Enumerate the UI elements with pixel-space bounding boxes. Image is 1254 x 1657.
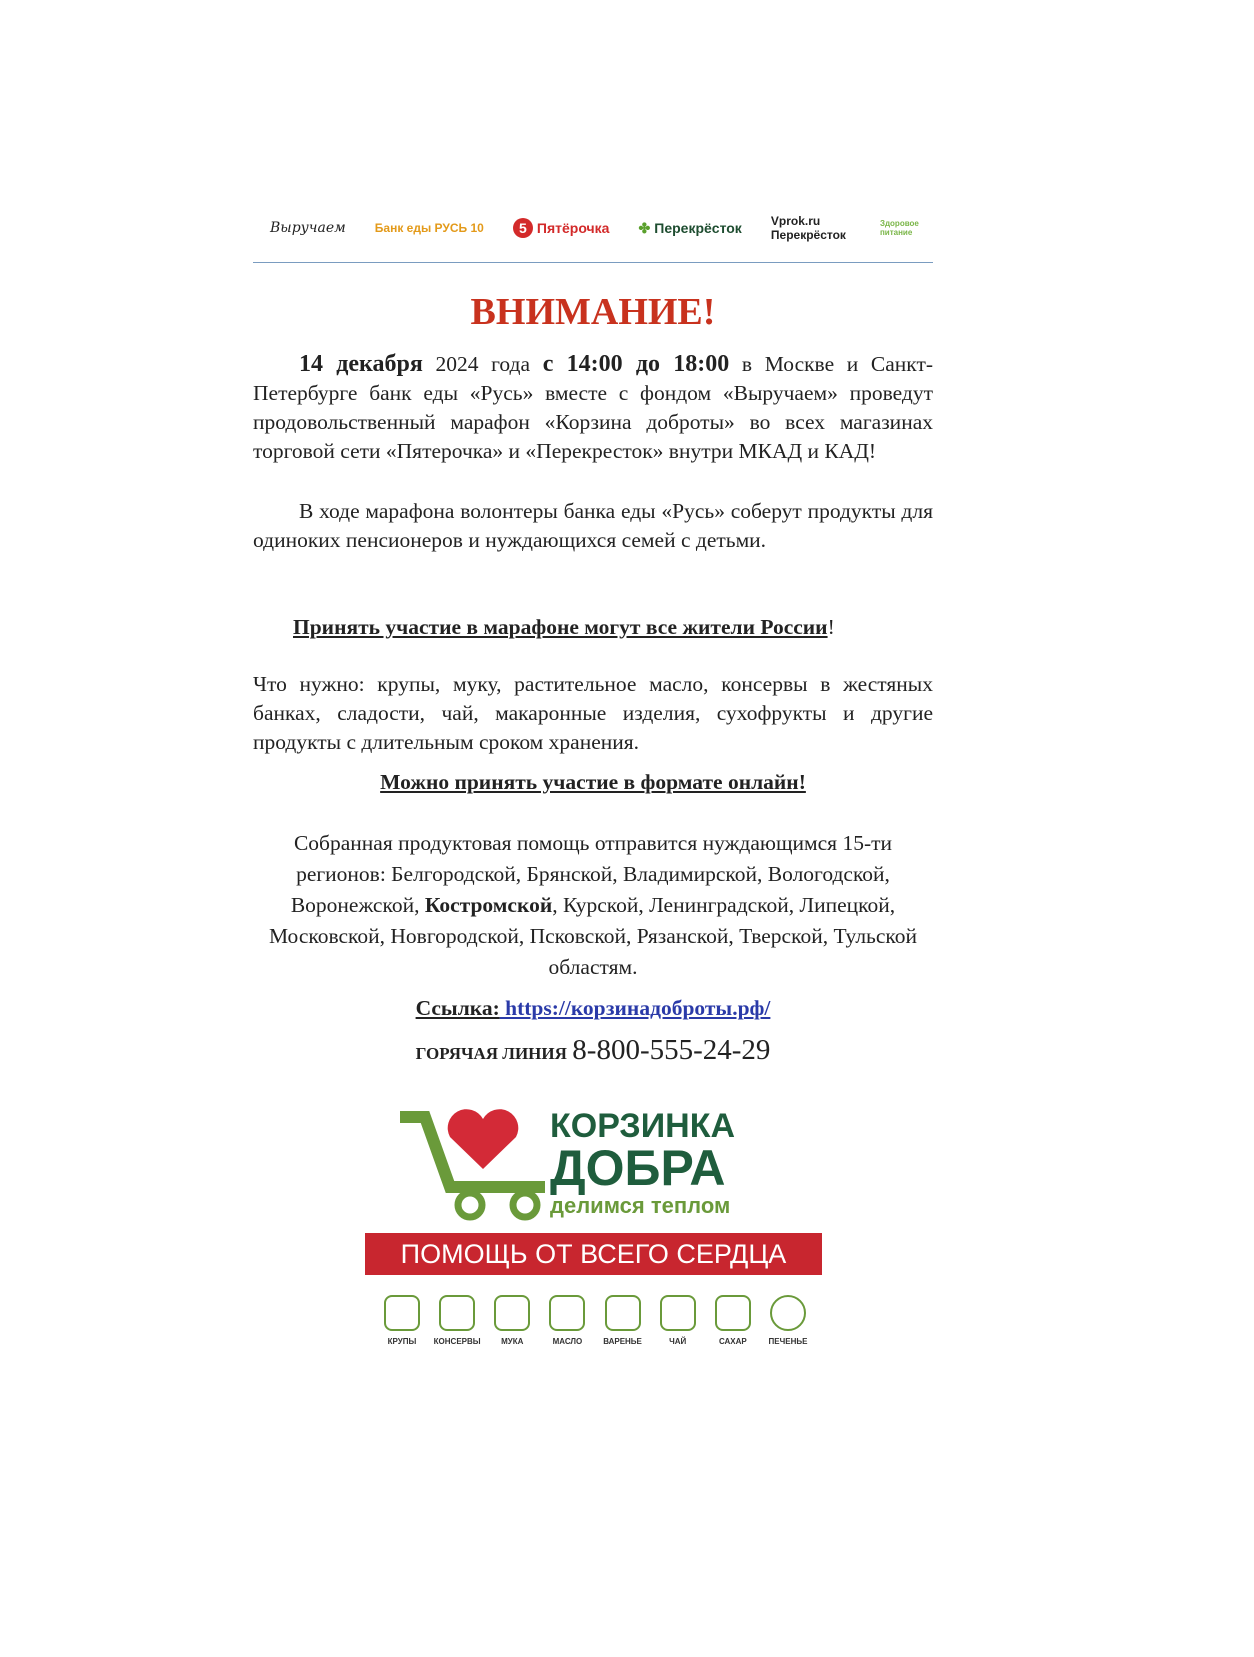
product-item bbox=[375, 1295, 429, 1346]
label: САХАР bbox=[718, 1337, 747, 1346]
logo-zdorovoe: Здоровое питание bbox=[879, 219, 919, 237]
label: КРУПЫ bbox=[387, 1337, 417, 1346]
logo-text: Перекрёсток bbox=[654, 220, 742, 236]
text: , Курской, Ленинградской, Липецкой, Московской, Новгородской, Псковской, Рязанской, Тверской, Тульской областям. bbox=[268, 893, 918, 979]
text: Принять участие в марафоне могут все жители России bbox=[293, 615, 828, 639]
wheat-icon bbox=[494, 1295, 530, 1331]
title: ВНИМАНИЕ! bbox=[470, 291, 716, 333]
logo-text: Пятёрочка bbox=[536, 220, 610, 236]
product-item bbox=[651, 1295, 705, 1346]
text: Можно принять участие в формате онлайн! bbox=[380, 770, 806, 794]
hotline-phone: 8-800-555-24-29 bbox=[572, 1034, 771, 1066]
link-label: Ссылка: bbox=[415, 996, 500, 1020]
banner-line2: ДОБРА bbox=[550, 1140, 726, 1196]
tea-cup-icon bbox=[660, 1295, 696, 1331]
logo-pyaterochka bbox=[513, 218, 610, 238]
logo-vyruchaem: Выручаем bbox=[270, 220, 346, 236]
bowl-icon bbox=[384, 1295, 420, 1331]
online-note bbox=[253, 768, 933, 797]
paragraph-volunteers: В ходе марафона волонтеры банка еды «Русь» соберут продукты для одиноких пенсионеров и нуждающихся семей с детьми. bbox=[253, 499, 933, 552]
product-icons bbox=[375, 1295, 815, 1346]
cart-heart-icon bbox=[395, 1107, 565, 1222]
label: ПЕЧЕНЬЕ bbox=[768, 1337, 808, 1346]
can-icon bbox=[439, 1295, 475, 1331]
product-item bbox=[430, 1295, 484, 1346]
label: МУКА bbox=[501, 1337, 524, 1346]
link-line bbox=[253, 994, 933, 1023]
paragraph-announcement bbox=[253, 350, 933, 466]
website-link[interactable]: https://корзинадоброты.рф/ bbox=[499, 996, 771, 1020]
label: КОНСЕРВЫ bbox=[433, 1337, 481, 1346]
product-item bbox=[706, 1295, 760, 1346]
text: 2024 года bbox=[422, 352, 543, 376]
logo-rus: Банк еды РУСЬ 10 bbox=[374, 221, 484, 235]
partner-logos bbox=[270, 208, 950, 248]
hotline bbox=[253, 1036, 933, 1068]
banner-red-strip: ПОМОЩЬ ОТ ВСЕГО СЕРДЦА bbox=[365, 1233, 822, 1275]
time: с 14:00 до 18:00 bbox=[542, 351, 730, 377]
product-item bbox=[540, 1295, 594, 1346]
five-icon: 5 bbox=[513, 218, 533, 238]
cross-icon: ✤ bbox=[638, 219, 651, 236]
korzinka-dobra-banner bbox=[365, 1105, 825, 1380]
text: в Москве и Санкт-Петербурге банк еды «Русь» вместе с фондом «Выручаем» проведут продовольственный марафон «Корзина доброты» во всех магазинах торговой сети «Пятерочка» и «Перекресток» внутри МКАД и КАД! bbox=[253, 352, 934, 463]
label: ЧАЙ bbox=[669, 1337, 687, 1346]
paragraph-needed: Что нужно: крупы, муку, растительное масло, консервы в жестяных банках, сладости, чай, макаронные изделия, сухофрукты и другие продукты с длительным сроком хранения. bbox=[253, 672, 933, 754]
text: Собранная продуктовая помощь отправится нуждающимся 15-ти регионов: Белгородской, Брянской, Владимирской, Вологодской, Воронежской, bbox=[290, 831, 893, 917]
product-item bbox=[596, 1295, 650, 1346]
label: ВАРЕНЬЕ bbox=[603, 1337, 642, 1346]
banner-line1: КОРЗИНКА bbox=[550, 1107, 736, 1145]
banner-slogan: делимся теплом bbox=[550, 1193, 731, 1218]
logo-vprok: Vprok.ru Перекрёсток bbox=[770, 214, 846, 242]
cookie-icon bbox=[770, 1295, 806, 1331]
product-item bbox=[761, 1295, 815, 1346]
sugar-cubes-icon bbox=[715, 1295, 751, 1331]
date: 14 декабря bbox=[299, 351, 423, 377]
paragraph-participation bbox=[253, 613, 933, 642]
text: Костромской bbox=[424, 893, 553, 917]
divider bbox=[253, 262, 933, 263]
paragraph-regions bbox=[253, 828, 933, 983]
label: МАСЛО bbox=[552, 1337, 583, 1346]
logo-perekrestok bbox=[639, 220, 742, 237]
jar-icon bbox=[605, 1295, 641, 1331]
bottle-icon bbox=[549, 1295, 585, 1331]
product-item bbox=[485, 1295, 539, 1346]
text: ! bbox=[827, 615, 835, 639]
hotline-label: ГОРЯЧАЯ ЛИНИЯ bbox=[415, 1044, 567, 1063]
